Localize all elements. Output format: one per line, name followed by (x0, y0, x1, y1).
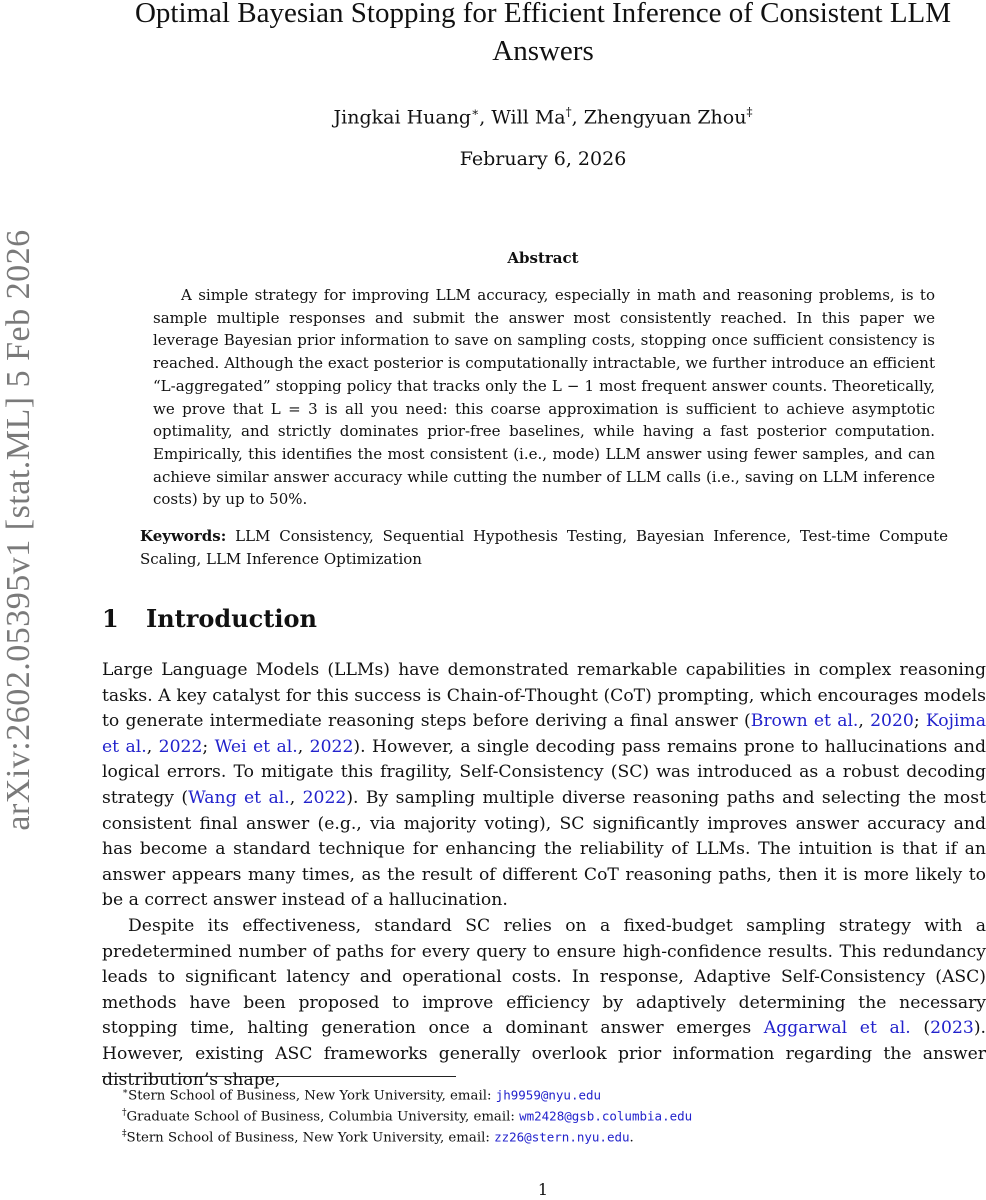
footnote-1: ∗Stern School of Business, New York University, email: jh9959@nyu.edu (122, 1087, 602, 1104)
keywords-text: LLM Consistency, Sequential Hypothesis Testing, Bayesian Inference, Test-time Compute Scaling, LLM Inference Optimization (140, 527, 948, 568)
author-mark: † (565, 105, 572, 119)
arxiv-side-stamp: arXiv:2602.05395v1 [stat.ML] 5 Feb 2026 (0, 229, 37, 831)
author-mark: ‡ (746, 105, 753, 119)
footnote-2: †Graduate School of Business, Columbia University, email: wm2428@gsb.columbia.edu (122, 1108, 693, 1125)
intro-paragraph-1: Large Language Models (LLMs) have demonstrated remarkable capabilities in complex reasoning tasks. A key catalyst for this success is Chain-of-Thought (CoT) prompting, which encourages models to generate intermediate reasoning steps before deriving a final answer (Brown et al., 2020; Kojima et al., 2022; Wei et al., 2022). However, a single decoding pass remains prone to hallucinations and logical errors. To mitigate this fragility, Self-Consistency (SC) was introduced as a robust decoding strategy (Wang et al., 2022). By sampling multiple diverse reasoning paths and selecting the most consistent final answer (e.g., via majority voting), SC significantly improves answer accuracy and has become a standard technique for enhancing the reliability of LLMs. The intuition is that if an answer appears many times, as the result of different CoT reasoning paths, then it is more likely to be a correct answer instead of a hallucination. (102, 660, 986, 911)
citation-link[interactable]: 2022 (302, 787, 347, 808)
paper-title: Optimal Bayesian Stopping for Efficient Inference of Consistent LLM Answers (134, 0, 952, 67)
author-name: Will Ma (491, 106, 566, 129)
citation-link[interactable]: 2022 (309, 736, 354, 757)
citation-link[interactable]: Wang et al. (188, 787, 290, 808)
abstract-heading: Abstract (507, 249, 579, 267)
email-link[interactable]: zz26@stern.nyu.edu (494, 1129, 630, 1145)
citation-link[interactable]: 2022 (158, 736, 203, 757)
email-link[interactable]: jh9959@nyu.edu (495, 1087, 602, 1103)
section-heading (102, 604, 317, 633)
citation-link[interactable]: 2020 (870, 711, 914, 732)
author-list: Jingkai Huang∗, Will Ma†, Zhengyuan Zhou‡ (333, 105, 753, 129)
citation-link[interactable]: Brown et al. (750, 711, 859, 732)
section-title: Introduction (146, 604, 317, 633)
citation-link[interactable]: 2023 (930, 1018, 974, 1039)
paper-date: February 6, 2026 (459, 148, 627, 170)
author-name: Jingkai Huang (333, 106, 472, 129)
author-name: Zhengyuan Zhou (583, 106, 747, 129)
intro-paragraph-2: Despite its effectiveness, standard SC relies on a fixed-budget sampling strategy with a predetermined number of paths for every query to ensure high-confidence results. This redundancy leads to significant latency and operational costs. In response, Adaptive Self-Consistency (ASC) methods have been proposed to improve efficiency by adaptively determining the necessary stopping time, halting generation once a dominant answer emerges Aggarwal et al. (2023). However, existing ASC frameworks generally overlook prior information regarding the answer distribution’s shape, (102, 916, 986, 1090)
keywords (140, 525, 948, 570)
footnote-rule (102, 1076, 456, 1077)
citation-link[interactable]: Wei et al. (214, 736, 298, 757)
footnote-3: ‡Stern School of Business, New York University, email: zz26@stern.nyu.edu. (122, 1129, 634, 1146)
email-link[interactable]: wm2428@gsb.columbia.edu (519, 1108, 693, 1124)
abstract-text: A simple strategy for improving LLM accuracy, especially in math and reasoning problems, is to sample multiple responses and submit the answer most consistently reached. In this paper we leverage Bayesian prior information to save on sampling costs, stopping once sufficient consistency is reached. Although the exact posterior is computationally intractable, we further introduce an efficient “L-aggregated” stopping policy that tracks only the L − 1 most frequent answer counts. Theoretically, we prove that L = 3 is all you need: this coarse approximation is sufficient to achieve asymptotic optimality, and strictly dominates prior-free baselines, while having a fast posterior computation. Empirically, this identifies the most consistent (i.e., mode) LLM answer using fewer samples, and can achieve similar answer accuracy while cutting the number of LLM calls (i.e., saving on LLM inference costs) by up to 50%. (153, 286, 935, 509)
page-number: 1 (537, 1180, 549, 1199)
keywords-label: Keywords: (140, 527, 227, 545)
section-number: 1 (102, 604, 119, 633)
citation-link[interactable]: Aggarwal et al. (763, 1018, 911, 1039)
citation-link[interactable]: Kojima et al. (102, 711, 986, 757)
author-mark: ∗ (471, 105, 480, 119)
